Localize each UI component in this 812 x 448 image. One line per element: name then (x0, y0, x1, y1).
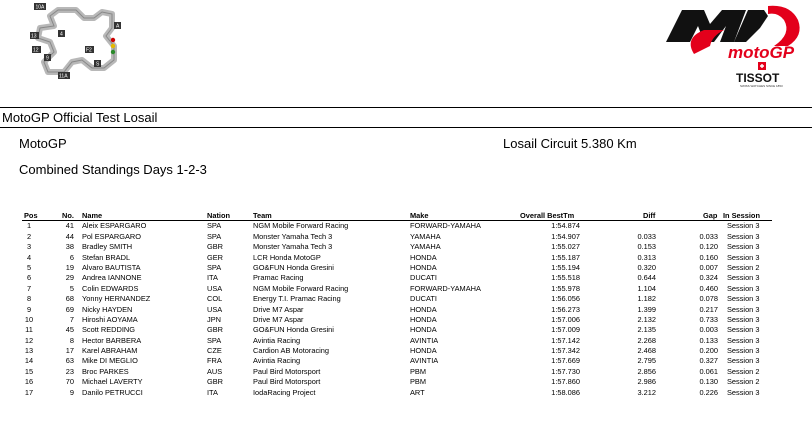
header-best-time: Overall BestTm (520, 211, 575, 220)
map-label: 11A (59, 73, 68, 80)
cell-team: Paul Bird Motorsport (253, 366, 321, 376)
cell-nation: AUS (207, 366, 223, 376)
cell-make: DUCATI (410, 294, 437, 304)
map-label: 13 (31, 33, 37, 40)
table-row (0, 388, 812, 398)
cell-team: Avintia Racing (253, 356, 301, 366)
cell-rider-name: Yonny HERNANDEZ (82, 294, 151, 304)
cell-make: AVINTIA (410, 356, 439, 366)
cell-gap: 0.324 (699, 273, 718, 283)
cell-best-time: 1:55.978 (551, 283, 580, 293)
table-body (0, 221, 812, 398)
cell-rider-name: Hiroshi AOYAMA (82, 314, 138, 324)
cell-nation: GBR (207, 377, 224, 387)
cell-nation: CZE (207, 346, 222, 356)
header-no: No. (62, 211, 74, 220)
cell-team: IodaRacing Project (253, 387, 316, 397)
cell-pos: 16 (24, 377, 34, 387)
table-row (0, 273, 812, 283)
cell-team: Drive M7 Aspar (253, 304, 304, 314)
cell-make: HONDA (410, 325, 437, 335)
cell-team: Avintia Racing (253, 335, 301, 345)
cell-session: Session 3 (727, 346, 760, 356)
cell-make: HONDA (410, 304, 437, 314)
cell-rider-name: Nicky HAYDEN (82, 304, 133, 314)
cell-team: NGM Mobile Forward Racing (253, 283, 349, 293)
cell-nation: GBR (207, 242, 224, 252)
tissot-wordmark: TISSOT (736, 71, 780, 85)
cell-pos: 15 (24, 366, 34, 376)
tissot-tagline: SWISS WATCHES SINCE 1853 (740, 84, 783, 88)
cell-nation: USA (207, 304, 223, 314)
table-row (0, 284, 812, 294)
cell-pos: 8 (26, 294, 32, 304)
header-name: Name (82, 211, 103, 220)
cell-rider-name: Pol ESPARGARO (82, 231, 142, 241)
cell-rider-name: Colin EDWARDS (82, 283, 139, 293)
cell-no: 8 (69, 335, 74, 345)
circuit-map (28, 2, 138, 80)
cell-pos: 11 (25, 325, 33, 335)
cell-make: DUCATI (410, 273, 437, 283)
cell-gap: 0.061 (699, 366, 718, 376)
cell-rider-name: Bradley SMITH (82, 242, 133, 252)
cell-gap: 0.007 (699, 262, 718, 272)
cell-pos: 4 (26, 252, 32, 262)
cell-rider-name: Karel ABRAHAM (82, 346, 138, 356)
cell-gap: 0.120 (699, 242, 718, 252)
cell-gap: 0.327 (699, 356, 718, 366)
cell-no: 69 (65, 304, 74, 314)
cell-pos: 6 (26, 273, 32, 283)
cell-rider-name: Michael LAVERTY (82, 377, 143, 387)
cell-no: 45 (65, 325, 74, 335)
cell-no: 38 (65, 242, 74, 252)
cell-nation: ITA (207, 387, 218, 397)
cell-pos: 13 (24, 346, 34, 356)
cell-best-time: 1:55.027 (551, 242, 580, 252)
cell-rider-name: Scott REDDING (82, 325, 135, 335)
header-nation: Nation (207, 211, 230, 220)
cell-session: Session 3 (727, 356, 760, 366)
cell-best-time: 1:57.860 (551, 377, 580, 387)
cell-no: 70 (65, 377, 74, 387)
cell-session: Session 3 (727, 231, 760, 241)
cell-gap: 0.130 (699, 377, 718, 387)
cell-best-time: 1:57.009 (551, 325, 580, 335)
cell-session: Session 3 (727, 221, 760, 231)
cell-no: 29 (65, 273, 74, 283)
cell-no: 44 (65, 231, 74, 241)
cell-no: 5 (69, 283, 74, 293)
header-gap: Gap (703, 211, 718, 220)
cell-pos: 5 (26, 262, 32, 272)
cell-best-time: 1:57.669 (551, 356, 580, 366)
map-label: 12 (33, 47, 39, 54)
cell-rider-name: Aleix ESPARGARO (82, 221, 147, 231)
cell-nation: USA (207, 283, 223, 293)
cell-nation: FRA (207, 356, 222, 366)
cell-make: YAMAHA (410, 242, 441, 252)
cell-no: 63 (65, 356, 74, 366)
cell-no: 7 (69, 314, 74, 324)
cell-diff: 2.268 (637, 335, 656, 345)
cell-diff: 0.313 (637, 252, 656, 262)
cell-session: Session 3 (727, 304, 760, 314)
map-label: 4 (60, 31, 63, 38)
cell-pos: 9 (26, 304, 32, 314)
cell-make: HONDA (410, 314, 437, 324)
cell-no: 23 (65, 366, 74, 376)
map-label: F2 (86, 47, 92, 54)
cell-rider-name: Andrea IANNONE (82, 273, 142, 283)
cell-best-time: 1:57.730 (551, 366, 580, 376)
cell-diff: 3.212 (637, 387, 656, 397)
cell-session: Session 3 (727, 387, 760, 397)
cell-best-time: 1:54.907 (551, 231, 580, 241)
cell-nation: COL (207, 294, 223, 304)
cell-make: PBM (410, 377, 427, 387)
cell-gap: 0.733 (699, 314, 718, 324)
table-row (0, 263, 812, 273)
header-team: Team (253, 211, 272, 220)
cell-team: Drive M7 Aspar (253, 314, 304, 324)
cell-session: Session 2 (727, 366, 760, 376)
cell-diff: 2.468 (637, 346, 656, 356)
cell-make: HONDA (410, 252, 437, 262)
cell-diff: 2.986 (637, 377, 656, 387)
cell-no: 17 (65, 346, 74, 356)
cell-pos: 17 (24, 387, 34, 397)
cell-nation: ITA (207, 273, 218, 283)
cell-nation: SPA (207, 335, 222, 345)
map-label: 9 (46, 55, 49, 62)
cell-no: 41 (65, 221, 74, 231)
cell-nation: GBR (207, 325, 224, 335)
cell-gap: 0.200 (699, 346, 718, 356)
cell-nation: GER (207, 252, 224, 262)
table-row (0, 294, 812, 304)
cell-team: NGM Mobile Forward Racing (253, 221, 349, 231)
cell-no: 68 (65, 294, 74, 304)
cell-make: AVINTIA (410, 335, 439, 345)
table-row (0, 253, 812, 263)
cell-team: GO&FUN Honda Gresini (253, 325, 334, 335)
cell-session: Session 3 (727, 273, 760, 283)
cell-diff: 0.033 (637, 231, 656, 241)
cell-team: Cardion AB Motoracing (253, 346, 329, 356)
cell-nation: SPA (207, 231, 222, 241)
cell-pos: 12 (24, 335, 34, 345)
session-title: Combined Standings Days 1-2-3 (19, 162, 207, 177)
cell-no: 9 (69, 387, 74, 397)
cell-team: Monster Yamaha Tech 3 (253, 242, 333, 252)
cell-session: Session 3 (727, 294, 760, 304)
cell-best-time: 1:55.187 (551, 252, 580, 262)
cell-make: YAMAHA (410, 231, 441, 241)
table-row (0, 232, 812, 242)
map-label: 10A (35, 4, 45, 11)
cell-pos: 7 (26, 283, 32, 293)
cell-team: Energy T.I. Pramac Racing (253, 294, 341, 304)
cell-team: LCR Honda MotoGP (253, 252, 321, 262)
cell-session: Session 3 (727, 242, 760, 252)
header-pos: Pos (24, 211, 38, 220)
table-row (0, 336, 812, 346)
cell-best-time: 1:57.142 (551, 335, 580, 345)
cell-gap: 0.078 (699, 294, 718, 304)
cell-best-time: 1:57.342 (551, 346, 580, 356)
cell-diff: 2.795 (637, 356, 656, 366)
table-row (0, 356, 812, 366)
cell-best-time: 1:56.056 (551, 294, 580, 304)
cell-pos: 10 (24, 314, 34, 324)
cell-rider-name: Alvaro BAUTISTA (82, 262, 141, 272)
cell-best-time: 1:57.006 (551, 314, 580, 324)
cell-gap: 0.217 (699, 304, 718, 314)
cell-make: HONDA (410, 262, 437, 272)
cell-diff: 2.135 (637, 325, 656, 335)
cell-gap: 0.033 (699, 231, 718, 241)
cell-nation: JPN (207, 314, 221, 324)
cell-session: Session 3 (727, 283, 760, 293)
cell-rider-name: Broc PARKES (82, 366, 129, 376)
cell-diff: 1.182 (637, 294, 656, 304)
map-label: S (96, 61, 100, 68)
cell-best-time: 1:58.086 (551, 387, 580, 397)
cell-make: HONDA (410, 346, 437, 356)
motogp-wordmark: motoGP (728, 43, 795, 62)
motogp-tissot-logo (664, 2, 810, 88)
cell-session: Session 3 (727, 325, 760, 335)
table-row (0, 315, 812, 325)
document-title-bar (0, 107, 812, 128)
document-title: MotoGP Official Test Losail (2, 110, 158, 125)
cell-team: Paul Bird Motorsport (253, 377, 321, 387)
cell-diff: 0.644 (637, 273, 656, 283)
cell-diff: 0.320 (637, 262, 656, 272)
cell-session: Session 2 (727, 377, 760, 387)
cell-best-time: 1:54.874 (551, 221, 580, 231)
table-row (0, 221, 812, 231)
cell-gap: 0.460 (699, 283, 718, 293)
class-name: MotoGP (19, 136, 67, 151)
cell-best-time: 1:56.273 (551, 304, 580, 314)
header-make: Make (410, 211, 429, 220)
cell-pos: 14 (24, 356, 34, 366)
results-table (0, 211, 812, 398)
cell-diff: 2.856 (637, 366, 656, 376)
cell-pos: 1 (26, 221, 32, 231)
cell-rider-name: Danilo PETRUCCI (82, 387, 143, 397)
cell-make: PBM (410, 366, 427, 376)
cell-diff: 1.399 (637, 304, 656, 314)
cell-session: Session 2 (727, 262, 760, 272)
table-row (0, 377, 812, 387)
cell-diff: 0.153 (637, 242, 656, 252)
map-label: A (116, 23, 120, 30)
cell-make: FORWARD-YAMAHA (410, 221, 481, 231)
cell-session: Session 3 (727, 252, 760, 262)
table-row (0, 367, 812, 377)
cell-diff: 1.104 (637, 283, 656, 293)
cell-no: 19 (65, 262, 74, 272)
table-row (0, 242, 812, 252)
cell-rider-name: Mike DI MEGLIO (82, 356, 138, 366)
cell-gap: 0.226 (699, 387, 718, 397)
table-row (0, 305, 812, 315)
cell-pos: 3 (26, 242, 32, 252)
cell-gap: 0.160 (699, 252, 718, 262)
cell-team: Pramac Racing (253, 273, 304, 283)
circuit-info: Losail Circuit 5.380 Km (503, 136, 637, 151)
cell-nation: SPA (207, 262, 222, 272)
cell-gap: 0.003 (699, 325, 718, 335)
header-session: In Session (723, 211, 760, 220)
cell-nation: SPA (207, 221, 222, 231)
cell-best-time: 1:55.194 (551, 262, 580, 272)
header-diff: Diff (643, 211, 656, 220)
cell-team: GO&FUN Honda Gresini (253, 262, 334, 272)
cell-gap: 0.133 (699, 335, 718, 345)
cell-make: FORWARD-YAMAHA (410, 283, 481, 293)
cell-rider-name: Stefan BRADL (82, 252, 131, 262)
cell-pos: 2 (26, 231, 32, 241)
table-header (0, 211, 812, 221)
cell-make: ART (410, 387, 425, 397)
cell-session: Session 3 (727, 314, 760, 324)
cell-best-time: 1:55.518 (551, 273, 580, 283)
cell-team: Monster Yamaha Tech 3 (253, 231, 333, 241)
cell-diff: 2.132 (637, 314, 656, 324)
cell-session: Session 3 (727, 335, 760, 345)
cell-rider-name: Hector BARBERA (82, 335, 142, 345)
cell-no: 6 (69, 252, 74, 262)
table-row (0, 346, 812, 356)
table-row (0, 325, 812, 335)
